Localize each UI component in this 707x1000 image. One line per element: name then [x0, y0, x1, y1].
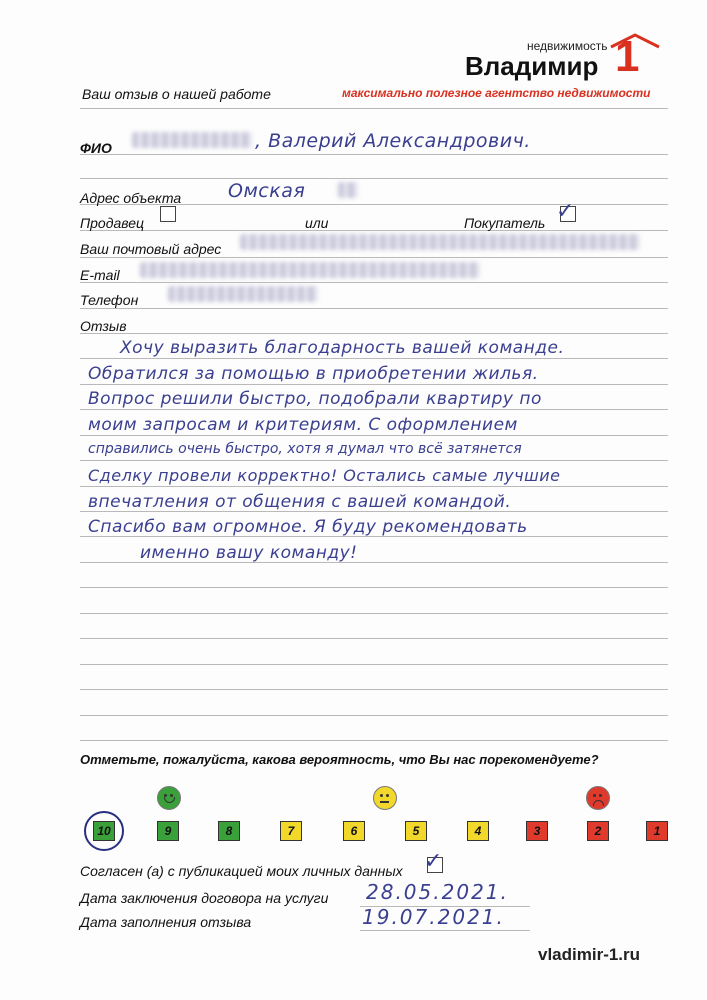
redacted-house — [338, 182, 358, 198]
redacted-postal-address — [240, 234, 640, 250]
divider — [80, 638, 668, 639]
rating-question: Отметьте, пожалуйста, какова вероятность, что Вы нас порекомендуете? — [80, 752, 599, 767]
redacted-phone — [168, 286, 318, 302]
logo-brand-name: Владимир — [465, 51, 599, 81]
review-line: справились очень быстро, хотя я думал что всё затянется — [88, 441, 522, 457]
score-6-box[interactable]: 6 — [343, 821, 365, 841]
score-7-box[interactable]: 7 — [280, 821, 302, 841]
divider — [80, 664, 668, 665]
review-line: моим запросам и критериям. С оформлением — [88, 415, 518, 435]
score-3-box[interactable]: 3 — [526, 821, 548, 841]
review-line: Вопрос решили быстро, подобрали квартиру по — [88, 389, 542, 409]
divider — [80, 409, 668, 410]
review-line: Сделку провели корректно! Остались самые лучшие — [88, 466, 561, 485]
seller-checkbox[interactable] — [160, 206, 176, 222]
site-url[interactable]: vladimir-1.ru — [538, 945, 641, 964]
review-date-value[interactable]: 19.07.2021. — [362, 905, 505, 929]
review-line: Хочу выразить благодарность вашей команде. — [120, 338, 565, 358]
review-line: впечатления от общения с вашей командой. — [88, 492, 512, 512]
contract-date-value[interactable]: 28.05.2021. — [366, 880, 509, 904]
divider — [80, 308, 668, 309]
divider — [80, 358, 668, 359]
score-8-box[interactable]: 8 — [218, 821, 240, 841]
redacted-surname — [132, 132, 252, 148]
review-label: Отзыв — [80, 318, 127, 334]
review-line: Спасибо вам огромное. Я буду рекомендовать — [88, 517, 528, 537]
phone-label: Телефон — [80, 292, 139, 308]
sad-face-icon — [586, 786, 610, 810]
divider — [80, 435, 668, 436]
review-date-label: Дата заполнения отзыва — [80, 914, 252, 930]
logo — [465, 33, 665, 83]
postal-address-label: Ваш почтовый адрес — [80, 241, 222, 257]
divider — [80, 333, 668, 334]
consent-check-mark: ✓ — [424, 848, 443, 873]
divider — [80, 108, 668, 109]
divider — [80, 154, 668, 155]
address-value[interactable]: Омская — [228, 180, 306, 202]
divider — [80, 689, 668, 690]
consent-label: Согласен (а) с публикацией моих личных данных — [80, 863, 403, 879]
divider — [80, 460, 668, 461]
selected-score-circle — [84, 811, 124, 851]
or-label: или — [305, 215, 329, 231]
divider — [80, 715, 668, 716]
divider — [80, 587, 668, 588]
divider — [80, 178, 668, 179]
score-5-box[interactable]: 5 — [405, 821, 427, 841]
review-line: Обратился за помощью в приобретении жилья. — [88, 364, 539, 384]
address-label: Адрес объекта — [80, 190, 182, 206]
email-label: E-mail — [80, 267, 120, 283]
logo-digit: 1 — [615, 32, 640, 81]
happy-face-icon — [157, 786, 181, 810]
fio-value[interactable]: , Валерий Александрович. — [255, 130, 531, 152]
divider — [80, 740, 668, 741]
buyer-label: Покупатель — [464, 215, 546, 231]
score-10-box[interactable]: 10 — [93, 821, 115, 841]
logo-small-text: недвижимость — [527, 39, 608, 53]
tagline: максимально полезное агентство недвижимости — [342, 86, 651, 100]
review-line: именно вашу команду! — [140, 543, 358, 563]
divider — [80, 384, 668, 385]
score-9-box[interactable]: 9 — [157, 821, 179, 841]
seller-label: Продавец — [80, 215, 145, 231]
divider — [80, 282, 668, 283]
divider — [80, 613, 668, 614]
divider — [360, 930, 530, 931]
divider — [80, 486, 668, 487]
buyer-check-mark: ✓ — [556, 198, 575, 223]
divider — [80, 257, 668, 258]
score-2-box[interactable]: 2 — [587, 821, 609, 841]
fio-label: ФИО — [80, 140, 112, 156]
divider — [80, 230, 668, 231]
house-roof-icon — [609, 33, 661, 49]
form-title: Ваш отзыв о нашей работе — [82, 86, 271, 102]
neutral-face-icon — [373, 786, 397, 810]
redacted-email — [140, 262, 480, 278]
contract-date-label: Дата заключения договора на услуги — [80, 890, 329, 906]
score-4-box[interactable]: 4 — [467, 821, 489, 841]
score-1-box[interactable]: 1 — [646, 821, 668, 841]
